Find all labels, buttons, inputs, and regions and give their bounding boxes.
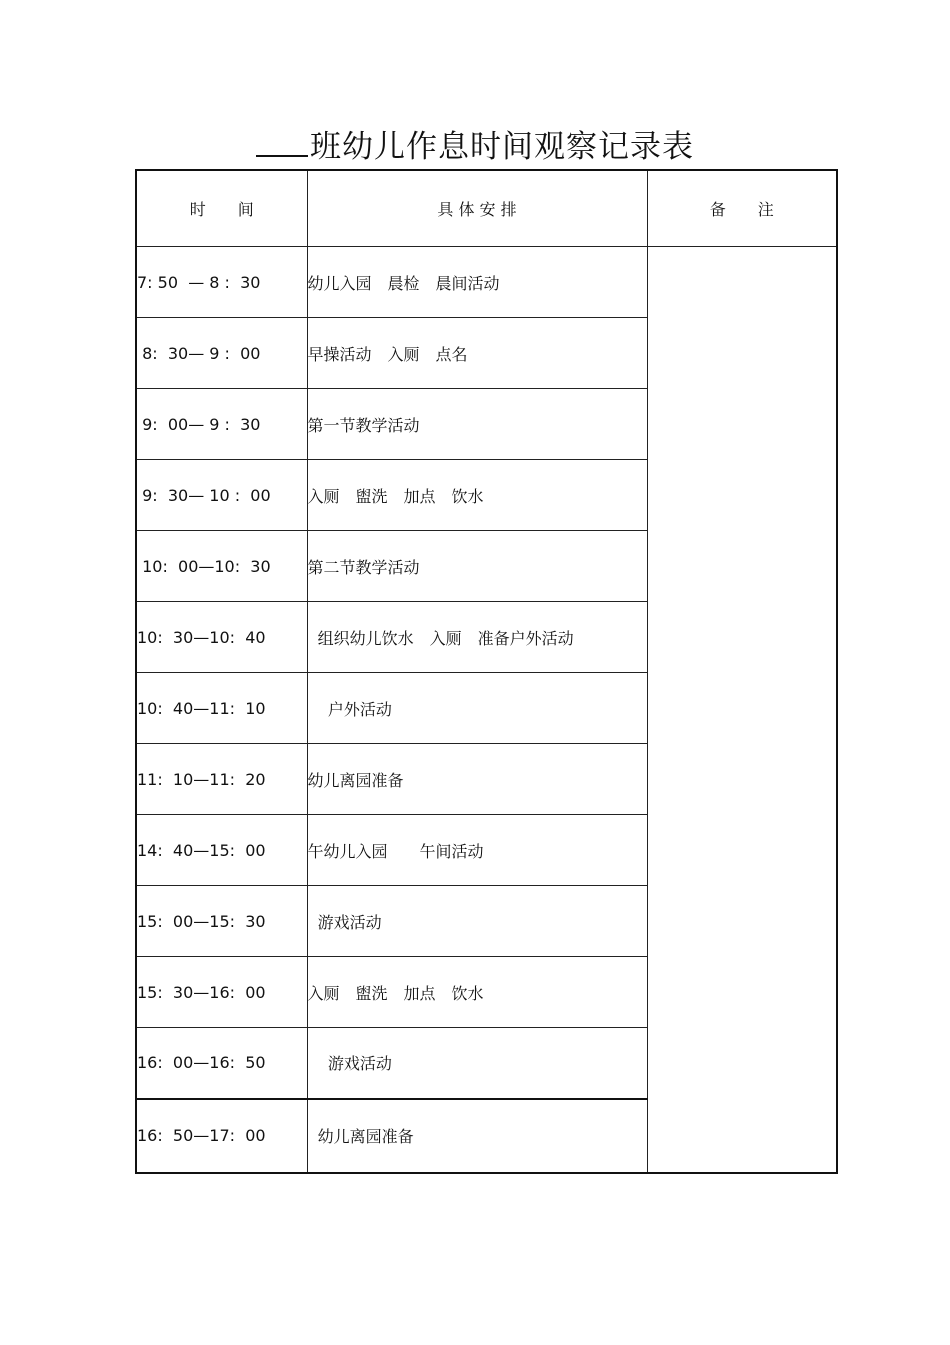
plan-cell: 组织幼儿饮水 入厕 准备户外活动 [307,602,647,673]
time-cell: 15: 30—16: 00 [136,957,307,1028]
time-cell: 11: 10—11: 20 [136,744,307,815]
header-plan: 具 体 安 排 [307,170,647,247]
class-name-blank [256,122,308,157]
plan-cell: 入厕 盥洗 加点 饮水 [307,957,647,1028]
time-cell: 8: 30— 9 : 00 [136,318,307,389]
plan-cell: 游戏活动 [307,1028,647,1099]
time-cell: 10: 00—10: 30 [136,531,307,602]
plan-cell: 第二节教学活动 [307,531,647,602]
header-time: 时 间 [136,170,307,247]
page-title-text: 班幼儿作息时间观察记录表 [310,129,694,165]
time-cell: 16: 50—17: 00 [136,1099,307,1173]
plan-cell: 入厕 盥洗 加点 饮水 [307,460,647,531]
table-row [136,247,837,318]
time-cell: 9: 30— 10 : 00 [136,460,307,531]
plan-cell: 早操活动 入厕 点名 [307,318,647,389]
time-cell: 16: 00—16: 50 [136,1028,307,1099]
notes-cell[interactable] [647,247,837,1173]
time-cell: 9: 00— 9 : 30 [136,389,307,460]
plan-cell: 幼儿入园 晨检 晨间活动 [307,247,647,318]
time-cell: 10: 30—10: 40 [136,602,307,673]
time-cell: 7: 50 — 8 : 30 [136,247,307,318]
plan-cell: 幼儿离园准备 [307,744,647,815]
plan-cell: 游戏活动 [307,886,647,957]
plan-cell: 户外活动 [307,673,647,744]
page-title [0,122,950,169]
time-cell: 14: 40—15: 00 [136,815,307,886]
time-cell: 10: 40—11: 10 [136,673,307,744]
time-cell: 15: 00—15: 30 [136,886,307,957]
plan-cell: 第一节教学活动 [307,389,647,460]
plan-cell: 午幼儿入园 午间活动 [307,815,647,886]
plan-cell: 幼儿离园准备 [307,1099,647,1173]
header-row [136,170,837,247]
schedule-table [135,169,838,1174]
header-notes: 备 注 [647,170,837,247]
